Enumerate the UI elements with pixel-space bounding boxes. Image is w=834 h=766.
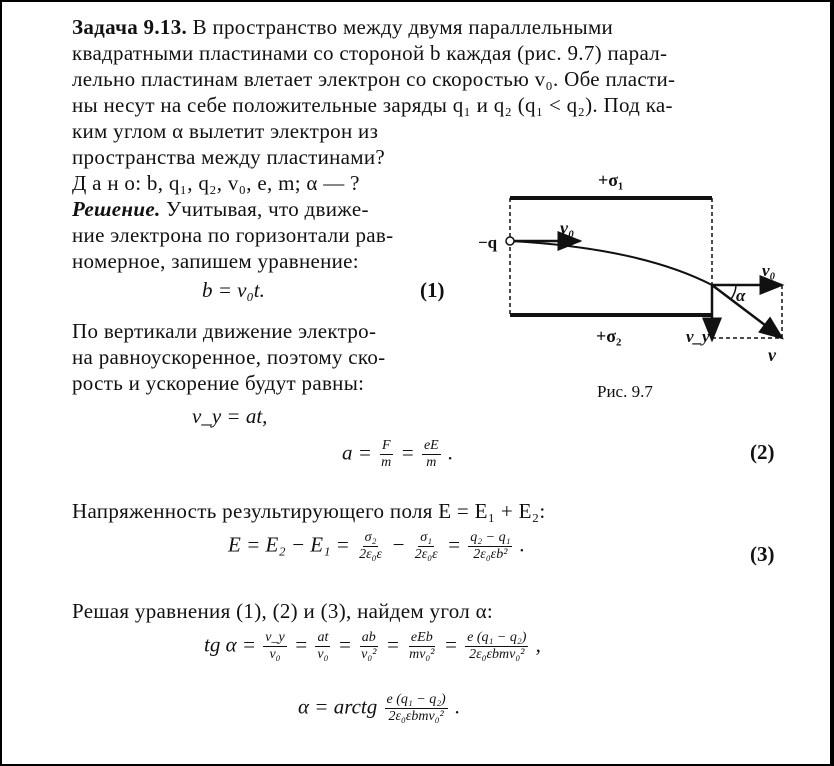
eq3-fraction-3: $\frac{\text{q₂ − q₁}}{\text{2ε₀εb²}}$ <box>470 530 511 562</box>
problem-line-3: лельно пластинам влетает электрон со скоростью v₀. Обе пласти- <box>72 67 676 91</box>
equation-tg <box>204 630 541 663</box>
electron <box>506 237 514 245</box>
eq3-fraction-1: $\frac{\text{σ₂}}{\text{2ε₀ε}}$ <box>359 530 383 562</box>
equation-vy: v_y = at, <box>192 404 268 428</box>
eq3-end: . <box>519 532 525 557</box>
tg-lhs: tg α = <box>204 632 257 657</box>
equation-2-number: (2) <box>750 440 775 464</box>
solution-line-1: Учитывая, что движе- <box>160 197 369 221</box>
eq3-lhs: E = E₂ − E₁ = <box>228 532 350 557</box>
problem-line-6: пространства между пластинами? <box>72 145 386 169</box>
tg-fraction-3: $\frac{ab}{\text{v₀²}}$ <box>361 630 377 662</box>
equation-1-number: (1) <box>420 278 445 302</box>
alpha-fraction: $\frac{\text{e (q₁ − q₂)}}{\text{2ε₀εbmv₀²}}$ <box>386 692 446 724</box>
eq2-equals: = <box>400 440 415 465</box>
figure-caption: Рис. 9.7 <box>597 382 653 401</box>
problem-line-2: квадратными пластинами со стороной b каждая (рис. 9.7) парал- <box>72 41 668 65</box>
eq2-fraction-2: $\frac{eE}{m}$ <box>423 438 439 470</box>
given-line: Д а н о: b, q₁, q₂, v₀, e, m; α — ? <box>72 171 360 195</box>
tg-fraction-5: $\frac{\text{e (q₁ − q₂)}}{\text{2ε₀εbmv₀²}}$ <box>467 630 527 662</box>
v0-entry-label: v₀ <box>560 218 575 238</box>
eq3-minus: − <box>391 532 406 557</box>
v0-exit-label: v₀ <box>762 261 776 280</box>
eq3-equals: = <box>446 532 462 557</box>
v-label: v <box>768 345 776 365</box>
tg-equals-4: = <box>443 632 458 657</box>
tg-equals-1: = <box>293 632 309 657</box>
problem-line-1: В пространство между двумя параллельными <box>187 15 614 39</box>
solution-label: Решение. <box>72 197 161 221</box>
eq2-end: . <box>447 440 454 465</box>
problem-statement <box>72 14 812 170</box>
tg-end: , <box>535 632 541 657</box>
problem-line-5: ким углом α вылетит электрон из <box>72 119 379 143</box>
equation-3-number: (3) <box>750 542 775 566</box>
eq2-fraction-1: $\frac{F}{m}$ <box>381 438 392 470</box>
problem-line-4: ны несут на себе положительные заряды q₁ и q₂ (q₁ < q₂). Под ка- <box>72 93 673 117</box>
tg-equals-3: = <box>385 632 400 657</box>
equation-3 <box>228 530 525 563</box>
equation-1: b = v₀t. <box>202 278 265 302</box>
vertical-line-2: на равноускоренное, поэтому ско- <box>72 345 386 369</box>
solution-line-3: номерное, запишем уравнение: <box>72 249 359 273</box>
v-arrow <box>712 285 782 338</box>
alpha-label: α <box>736 286 746 305</box>
alpha-end: . <box>454 694 461 719</box>
problem-label: Задача 9.13. <box>72 15 188 39</box>
equation-2 <box>342 438 453 471</box>
vy-label: v_y <box>686 327 710 346</box>
solving-line: Решая уравнения (1), (2) и (3), найдем угол α: <box>72 599 494 623</box>
tg-fraction-4: $\frac{\text{eEb}}{\text{mv₀²}}$ <box>409 630 435 662</box>
vertical-line-1: По вертикали движение электро- <box>72 319 377 343</box>
solution-line-2: ние электрона по горизонтали рав- <box>72 223 394 247</box>
electron-trajectory <box>510 241 712 285</box>
tg-equals-2: = <box>337 632 352 657</box>
tg-fraction-2: $\frac{at}{\text{v₀}}$ <box>317 630 329 662</box>
tg-fraction-1: $\frac{v\_y}{\text{v₀}}$ <box>265 630 285 662</box>
vertical-line-3: рость и ускорение будут равны: <box>72 371 365 395</box>
field-line: Напряженность результирующего поля E = E₁ + E₂: <box>72 499 546 523</box>
vertical-motion-block <box>72 318 492 396</box>
top-plate-label: +σ₁ <box>598 170 624 190</box>
bottom-plate-label: +σ₂ <box>596 326 622 346</box>
charge-label: −q <box>478 233 498 252</box>
eq2-lhs: a = <box>342 440 372 465</box>
eq3-fraction-2: $\frac{\text{σ₁}}{\text{2ε₀ε}}$ <box>414 530 438 562</box>
equation-alpha <box>298 692 460 725</box>
alpha-lhs: α = arctg <box>298 694 378 719</box>
figure-9-7 <box>470 160 810 375</box>
solution-block <box>72 196 492 274</box>
